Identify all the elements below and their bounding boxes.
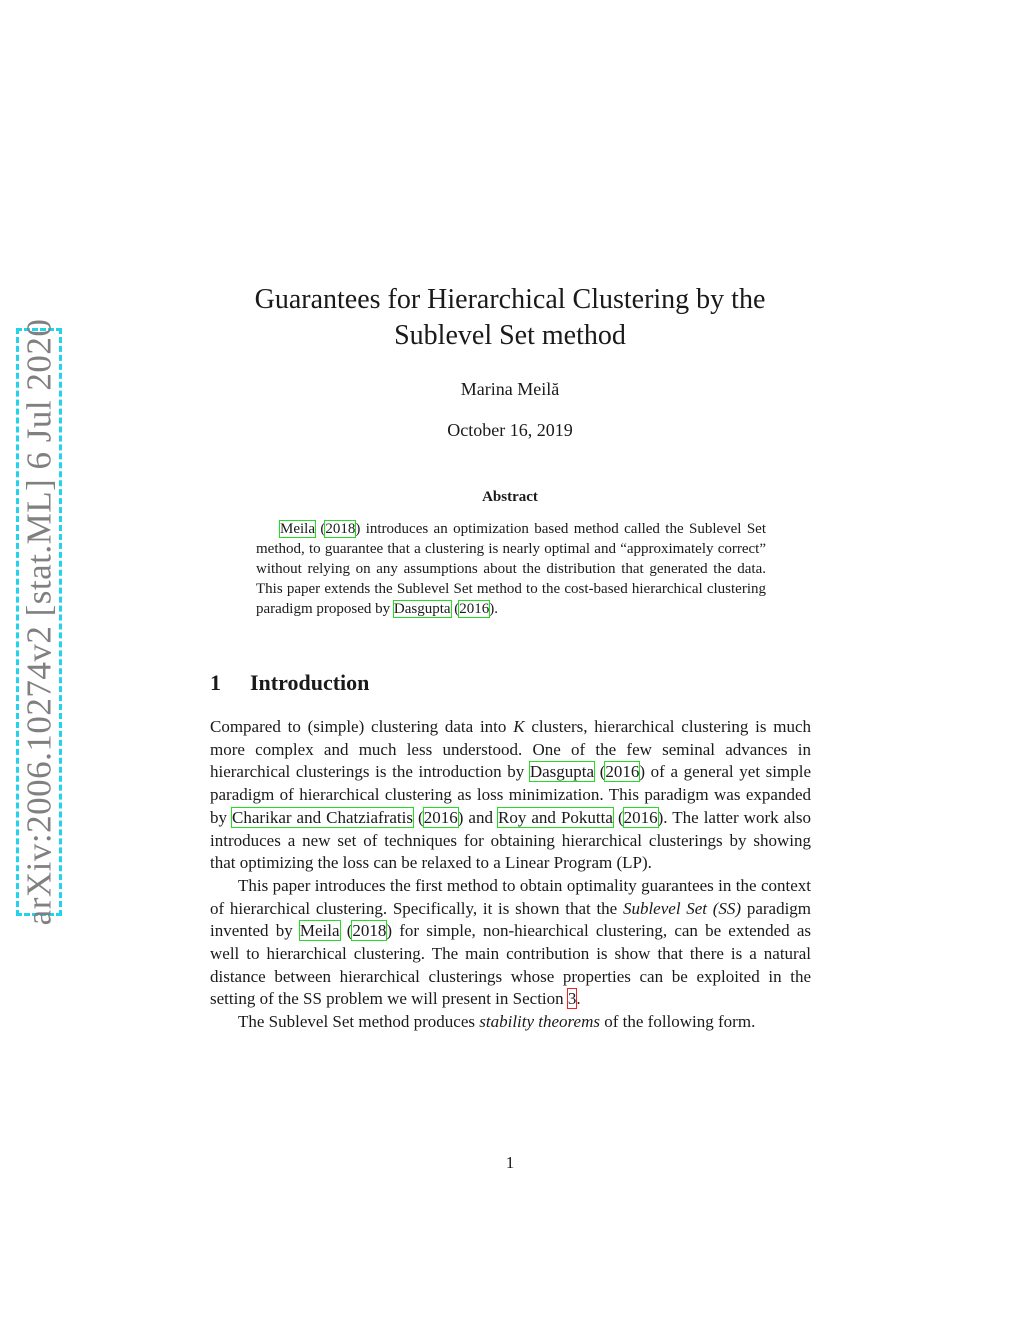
introduction-body <box>210 716 811 1034</box>
paragraph-text: ) for simple, non-hiearchical clustering, can be extended as well to hierarchical clustering. The main contribution is show that there is a natural distance between hierarchical clusterings whose properties can be exploited in the setting of the SS problem we will present in Section <box>210 921 811 1009</box>
citation-link-meila-year[interactable]: 2018 <box>352 921 387 941</box>
page-number: 1 <box>505 1153 515 1172</box>
math-variable-k: K <box>513 717 525 736</box>
citation-link-charikar-year[interactable]: 2016 <box>423 807 458 827</box>
section-number: 1 <box>210 670 221 695</box>
paper-title-line-1: Guarantees for Hierarchical Clustering by the <box>254 284 766 315</box>
citation-link-meila-author[interactable]: Meila <box>280 521 315 537</box>
paragraph-text: of the following form. <box>604 1012 756 1032</box>
paper-title <box>200 282 820 354</box>
paragraph-2: This paper introduces the first method to obtain optimality guarantees in the context of hierarchical clustering. Specifically, it is shown that the Sublevel Set (SS) paradigm invented by Meila (2018) for simple, non-hiearchical clustering, can be extended as well to hierarchical clustering. The main contribution is show that there is a natural distance between hierarchical clusterings whose properties can be exploited in the setting of the SS problem we will present in Section 3. <box>210 875 812 1009</box>
section-title: Introduction <box>250 670 370 695</box>
abstract-text-end: ). <box>489 601 499 617</box>
citation-link-dasgupta-author[interactable]: Dasgupta <box>393 601 451 617</box>
section-heading-introduction <box>210 670 369 696</box>
paper-date: October 16, 2019 <box>447 420 573 440</box>
citation-link-dasgupta-author[interactable]: Dasgupta <box>529 762 595 782</box>
paragraph-text: and <box>468 807 493 827</box>
citation-link-dasgupta-year[interactable]: 2016 <box>605 762 640 782</box>
abstract-body: Meila (2018) introduces an optimization based method called the Sublevel Set method, to guarantee that a clustering is nearly optimal and “approximately correct” without relying on any assumptions about the distribution that generated the data. This paper extends the Sublevel Set method to the cost-based hierarchical clustering paradigm proposed by Dasgupta (2016). <box>256 521 766 617</box>
emphasis-stability-theorems: stability theorems <box>479 1012 600 1032</box>
paragraph-text: ). The latter work also introduces a new set of techniques for obtaining hierarchical clusterings by showing that optimizing the loss can be relaxed to a Linear Program (LP). <box>210 807 812 873</box>
paper-title-line-2: Sublevel Set method <box>394 320 626 351</box>
abstract-text: introduces an optimization based method called the Sublevel Set method, to guarantee that a clustering is nearly optimal and “approximately correct” without relying on any assumptions about the distribution that generated the data. This paper extends the Sublevel Set method to the cost-based hierarchical clustering paradigm proposed by <box>256 521 766 617</box>
section-reference-link[interactable]: 3 <box>567 989 577 1009</box>
citation-link-roy-year[interactable]: 2016 <box>623 807 658 827</box>
citation-link-dasgupta-year[interactable]: 2016 <box>459 601 490 617</box>
paragraph-text: paradigm invented by <box>210 898 812 941</box>
citation-link-roy-author[interactable]: Roy and Pokutta <box>498 807 613 827</box>
citation-link-meila-year[interactable]: 2018 <box>325 521 356 537</box>
author-name: Marina Meilă <box>460 379 560 399</box>
abstract-heading: Abstract <box>482 489 538 505</box>
paragraph-text: clusters, hierarchical clustering is much more complex and much less understood. One of the few seminal advances in hierarchical clusterings is the introduction by <box>210 717 812 782</box>
citation-link-meila-author[interactable]: Meila <box>299 921 340 941</box>
citation-link-charikar-author[interactable]: Charikar and Chatziafratis <box>232 807 413 827</box>
paragraph-1: Compared to (simple) clustering data into K clusters, hierarchical clustering is much more complex and much less understood. One of the few seminal advances in hierarchical clusterings is the introduction by Dasgupta (2016) of a general yet simple paradigm of hierarchical clustering as loss minimization. This paradigm was expanded by Charikar and Chatziafratis (2016) and Roy and Pokutta (2016). The latter work also introduces a new set of techniques for obtaining hierarchical clusterings by showing that optimizing the loss can be relaxed to a Linear Program (LP). <box>210 717 812 873</box>
emphasis-sublevel-set: Sublevel Set (SS) <box>622 898 742 918</box>
paragraph-3 <box>210 1011 811 1034</box>
paragraph-text: Compared to (simple) clustering data into <box>210 717 507 736</box>
paragraph-text: This paper introduces the first method to obtain optimality guarantees in the context of hierarchical clustering. Specifically, it is shown that the <box>210 875 811 918</box>
paragraph-text: . <box>576 989 581 1009</box>
arxiv-identifier-text: arXiv:2006.10274v2 [stat.ML] 6 Jul 2020 <box>19 318 58 926</box>
arxiv-identifier-stamp[interactable] <box>16 318 62 926</box>
paragraph-text: of a general yet simple paradigm of hierarchical clustering as loss minimization. This paradigm was expanded by <box>210 762 812 827</box>
paragraph-text: The Sublevel Set method produces <box>238 1012 476 1032</box>
